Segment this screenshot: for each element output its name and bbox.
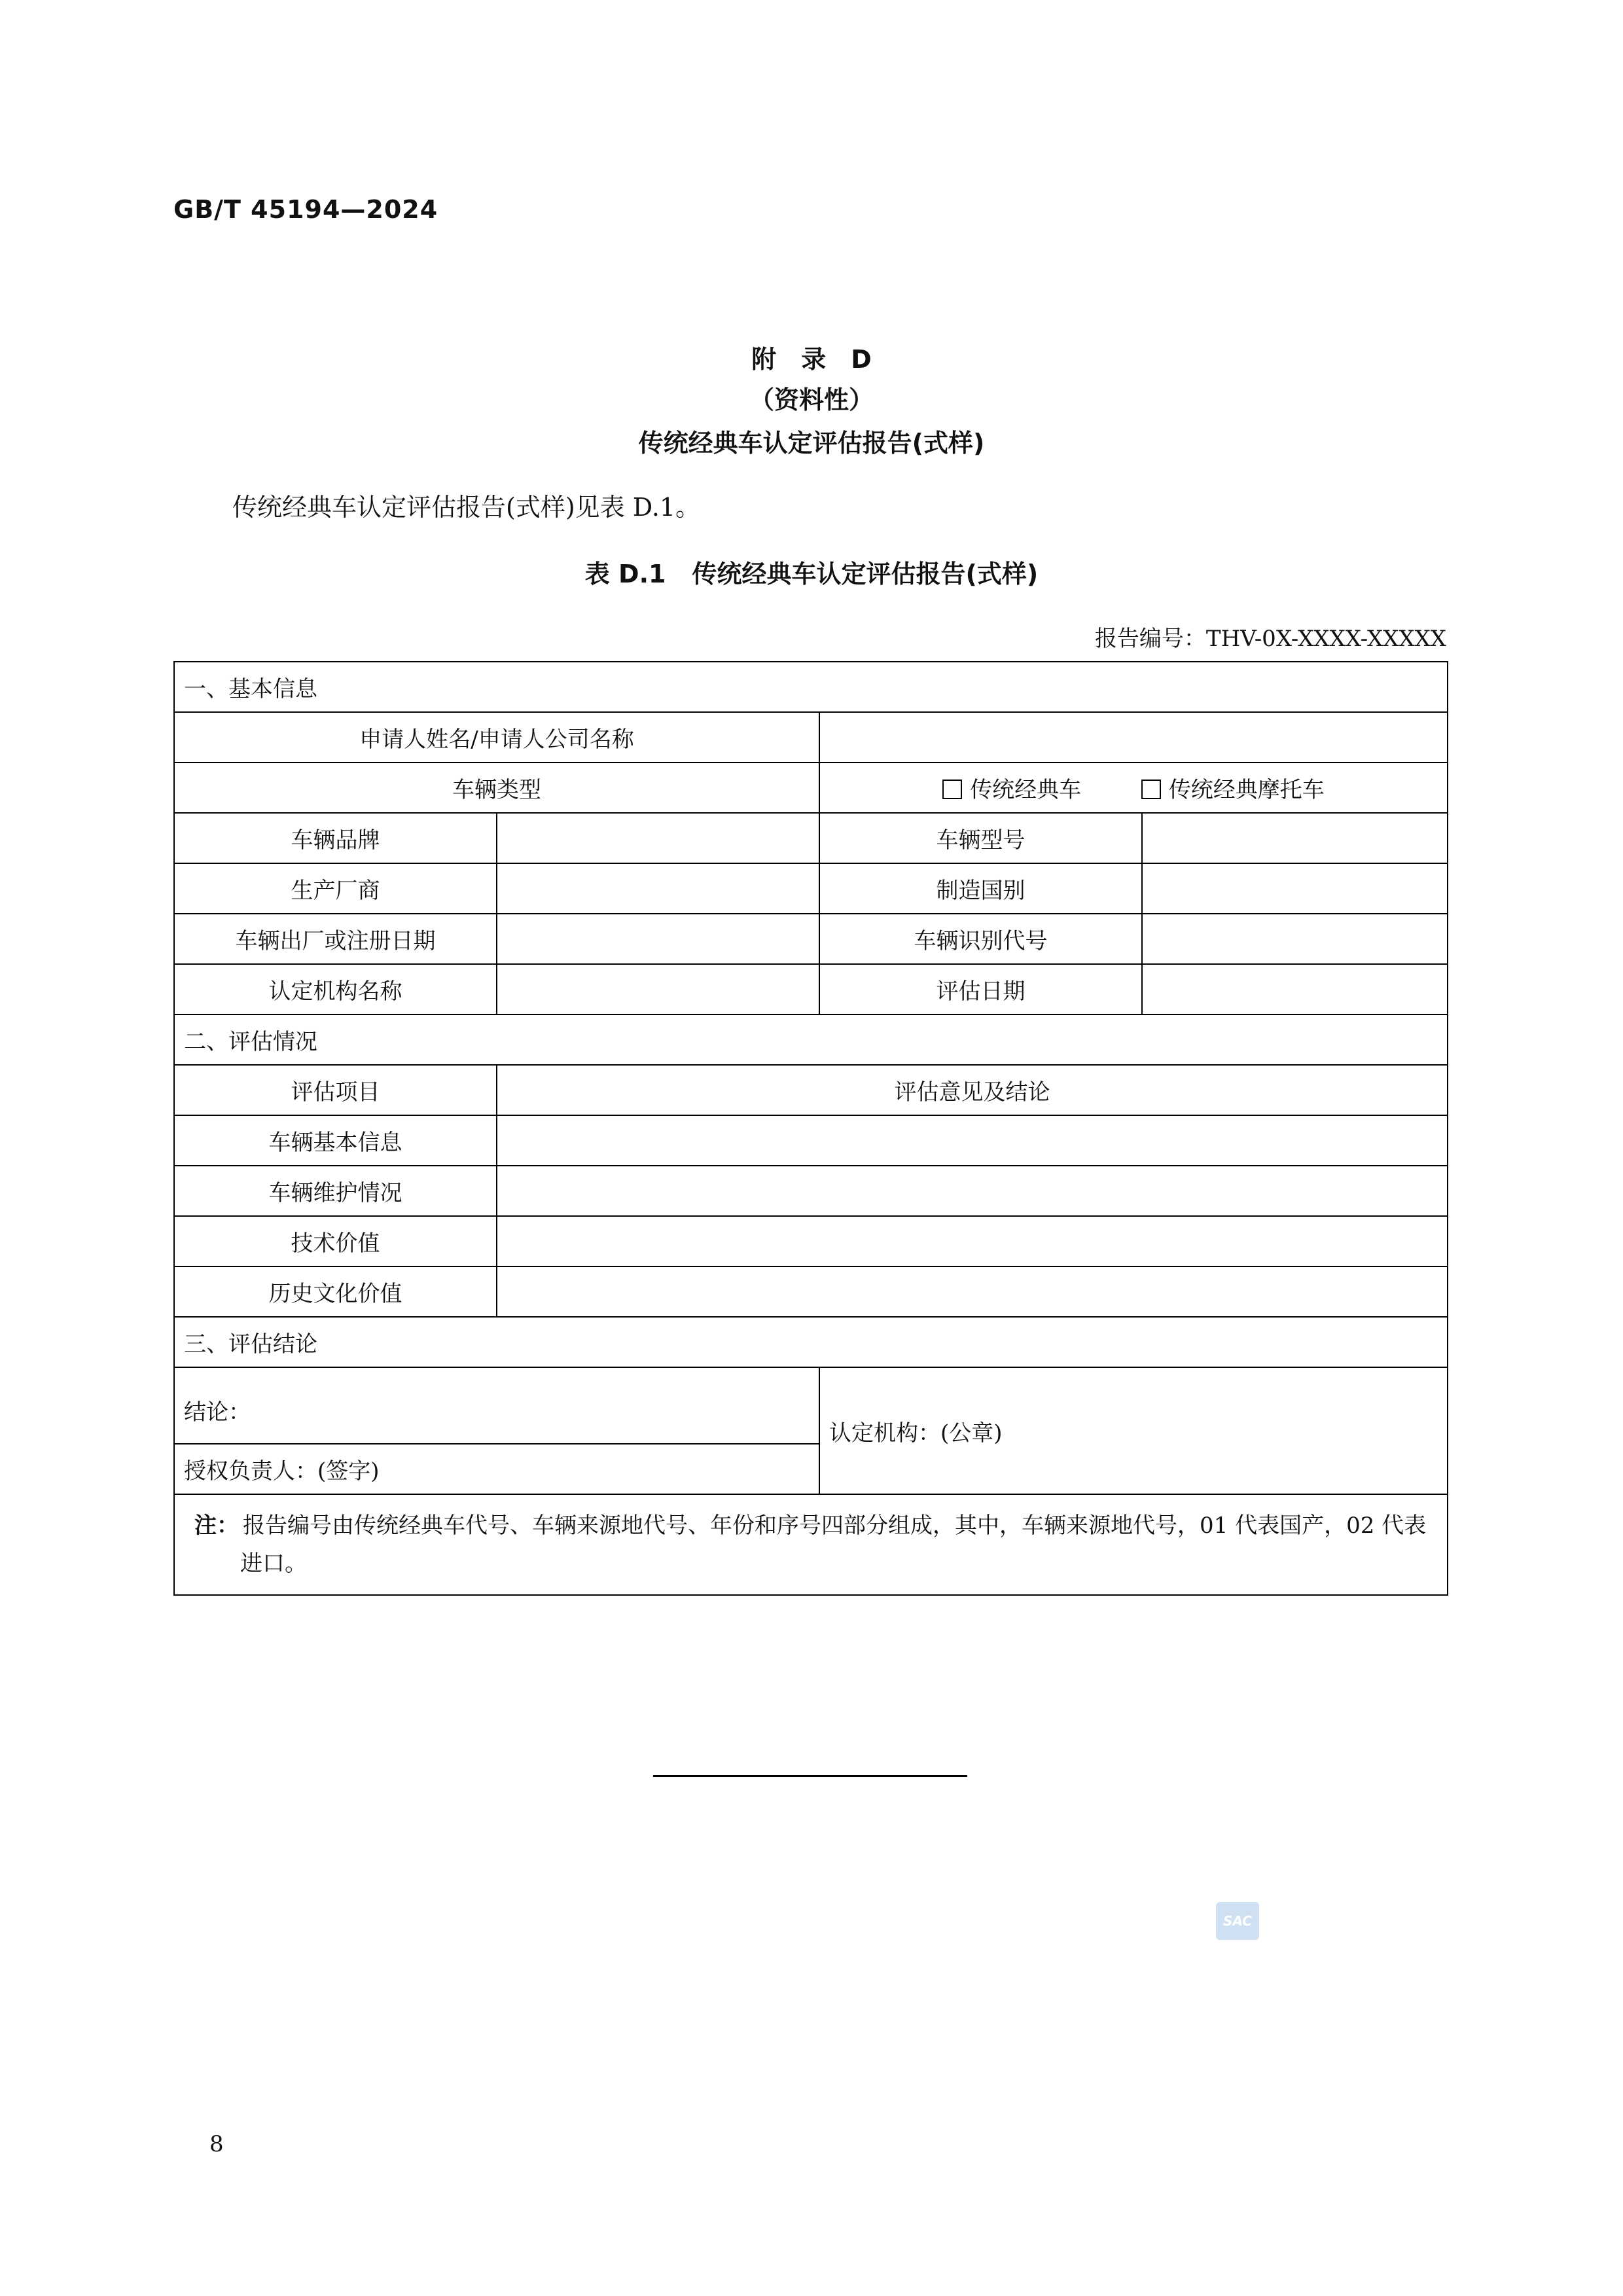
model-label: 车辆型号 [819,813,1142,863]
eval-item-label: 车辆维护情况 [174,1166,497,1216]
table-row [174,813,1448,863]
table-row [174,1065,1448,1115]
agency-value[interactable] [497,964,819,1014]
country-value[interactable] [1142,863,1448,914]
seal-field[interactable] [819,1367,1448,1494]
table-row [174,964,1448,1014]
eval-item-label: 车辆基本信息 [174,1115,497,1166]
table-note [174,1494,1448,1595]
table-row [174,1014,1448,1065]
eval-item-value[interactable] [497,1166,1448,1216]
table-row [174,662,1448,712]
table-row [174,1166,1448,1216]
table-row [174,1494,1448,1595]
standard-code: GB/T 45194—2024 [173,195,438,224]
manufacturer-value[interactable] [497,863,819,914]
eval-item-label: 历史文化价值 [174,1266,497,1317]
checkbox-classic-motorcycle[interactable] [1141,780,1161,799]
conclusion-field[interactable] [174,1367,819,1444]
seal-label: 认定机构：(公章) [829,1420,1003,1446]
table-number: 表 D.1 [584,560,666,588]
eval-date-label: 评估日期 [819,964,1142,1014]
note-text: 报告编号由传统经典车代号、车辆来源地代号、年份和序号四部分组成，其中，车辆来源地代号，01 代表国产，02 代表进口。 [240,1513,1427,1577]
table-title: 传统经典车认定评估报告(式样) [692,560,1039,588]
vin-label: 车辆识别代号 [819,914,1142,964]
intro-paragraph: 传统经典车认定评估报告(式样)见表 D.1。 [232,493,701,522]
table-row [174,1266,1448,1317]
applicant-value[interactable] [819,712,1448,762]
eval-item-header: 评估项目 [174,1065,497,1115]
manufacturer-label: 生产厂商 [174,863,497,914]
table-row [174,1115,1448,1166]
table-row [174,1317,1448,1367]
country-label: 制造国别 [819,863,1142,914]
option-classic-car: 传统经典车 [970,777,1082,803]
note-label: 注： [194,1513,239,1539]
checkbox-classic-car[interactable] [942,780,962,799]
table-caption [0,554,1623,590]
appendix-name: 传统经典车认定评估报告(式样) [638,429,985,457]
vehicle-type-label: 车辆类型 [174,762,819,813]
table-row [174,1367,1448,1444]
eval-date-value[interactable] [1142,964,1448,1014]
section-basic-info: 一、基本信息 [174,662,1448,712]
table-row [174,914,1448,964]
model-value[interactable] [1142,813,1448,863]
evaluation-report-form [173,661,1448,1596]
brand-label: 车辆品牌 [174,813,497,863]
eval-opinion-header: 评估意见及结论 [497,1065,1448,1115]
table-row [174,1216,1448,1266]
conclusion-label: 结论： [184,1399,251,1426]
eval-item-label: 技术价值 [174,1216,497,1266]
agency-label: 认定机构名称 [174,964,497,1014]
sac-watermark: SAC [1216,1902,1259,1940]
table-row [174,762,1448,813]
table-row [174,712,1448,762]
vin-value[interactable] [1142,914,1448,964]
option-classic-motorcycle: 传统经典摩托车 [1168,777,1325,803]
vehicle-type-options [819,762,1448,813]
appendix-title: 附 录 D [751,345,872,374]
eval-item-value[interactable] [497,1266,1448,1317]
section-conclusion: 三、评估结论 [174,1317,1448,1367]
date-value[interactable] [497,914,819,964]
appendix-type: （资料性） [749,386,874,414]
brand-value[interactable] [497,813,819,863]
table-row [174,863,1448,914]
signature-label: 授权负责人：(签字) [184,1458,380,1484]
date-label: 车辆出厂或注册日期 [174,914,497,964]
section-evaluation: 二、评估情况 [174,1014,1448,1065]
page-number: 8 [209,2131,224,2157]
eval-item-value[interactable] [497,1216,1448,1266]
eval-item-value[interactable] [497,1115,1448,1166]
end-rule [653,1775,967,1777]
applicant-label: 申请人姓名/申请人公司名称 [174,712,819,762]
report-number: 报告编号：THV-0X-XXXX-XXXXX [1094,626,1446,652]
signature-field[interactable] [174,1444,819,1494]
